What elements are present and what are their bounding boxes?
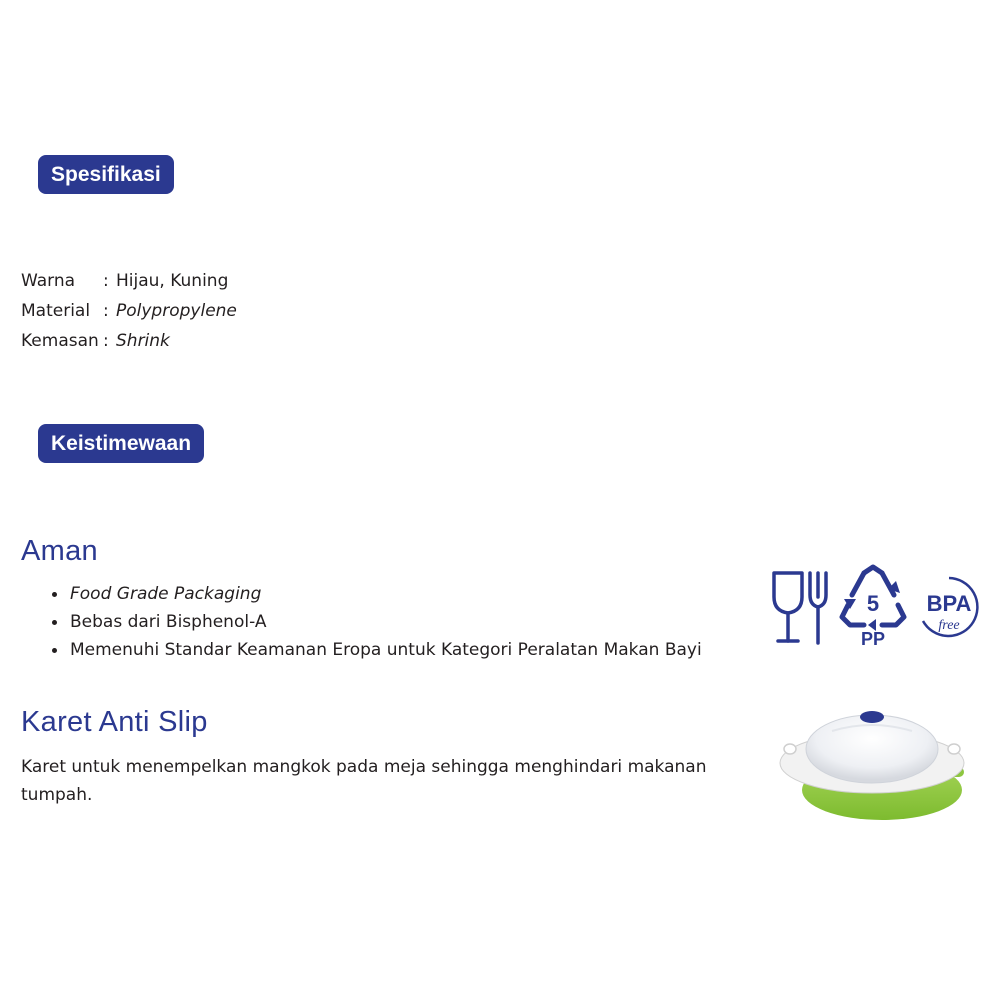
bpa-sub-text: free <box>938 618 960 633</box>
recycle-code: PP <box>860 629 886 649</box>
section-label-spesifikasi: Spesifikasi <box>38 155 174 194</box>
spec-row-material <box>21 296 237 326</box>
feature-title-aman: Aman <box>21 535 98 567</box>
spec-row-kemasan <box>21 326 237 356</box>
food-safe-icon <box>770 567 832 647</box>
recycle-number: 5 <box>866 591 880 616</box>
spec-label: Kemasan <box>21 331 99 351</box>
spec-colon: : <box>103 331 109 351</box>
spec-value: Shrink <box>116 331 170 351</box>
suction-bowl-image <box>772 705 972 825</box>
certification-icons <box>770 563 985 653</box>
list-item <box>50 636 702 664</box>
bullet-dot <box>52 648 57 653</box>
spec-colon: : <box>103 301 109 321</box>
aman-bullet-list <box>50 580 702 664</box>
bpa-text: BPA <box>926 591 972 616</box>
spec-label: Warna <box>21 271 76 291</box>
karet-description: Karet untuk menempelkan mangkok pada meja sehingga menghindari makanan tumpah. <box>21 757 707 805</box>
bullet-text: Memenuhi Standar Keamanan Eropa untuk Kategori Peralatan Makan Bayi <box>70 640 702 660</box>
bullet-text: Bebas dari Bisphenol-A <box>70 612 267 632</box>
bpa-free-icon <box>915 573 983 641</box>
list-item <box>50 608 702 636</box>
spec-table <box>21 266 237 356</box>
spec-value: Hijau, Kuning <box>116 271 229 291</box>
section-label-keistimewaan: Keistimewaan <box>38 424 204 463</box>
feature-title-karet-anti-slip: Karet Anti Slip <box>21 706 208 738</box>
recycle-pp-icon <box>838 563 908 649</box>
spec-value: Polypropylene <box>116 301 237 321</box>
bullet-dot <box>52 592 57 597</box>
list-item <box>50 580 702 608</box>
spec-label: Material <box>21 301 91 321</box>
bullet-text: Food Grade Packaging <box>70 584 262 604</box>
bullet-dot <box>52 620 57 625</box>
spec-colon: : <box>103 271 109 291</box>
spec-row-warna <box>21 266 237 296</box>
